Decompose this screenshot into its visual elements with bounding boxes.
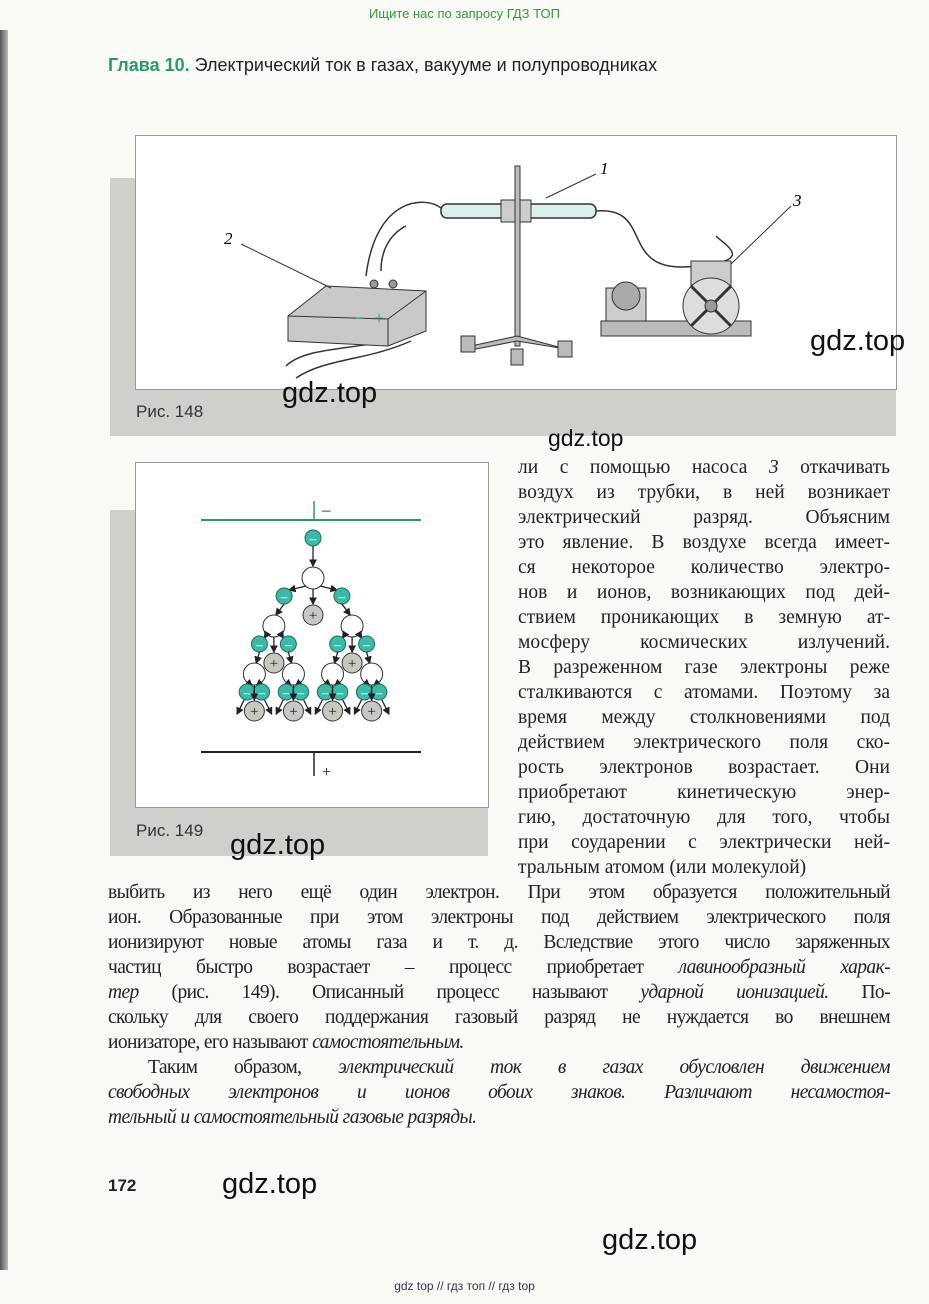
text-segment: (рис. 149). Описанный процесс называют xyxy=(138,982,641,1003)
emphasized-text: тельный и самостоятельный газовые разряды. xyxy=(108,1107,477,1128)
figure-149 xyxy=(135,462,489,808)
figure-148 xyxy=(135,135,897,390)
electron-sign: – xyxy=(309,532,317,547)
text-line xyxy=(518,605,890,630)
arrow xyxy=(281,634,283,638)
arrow xyxy=(289,586,306,590)
emphasized-text: свободных электронов и ионов обоих знаков. Различают несамостоя- xyxy=(108,1082,890,1103)
vacuum-pump xyxy=(601,261,751,336)
text-segment: время между столкновениями под xyxy=(518,707,890,728)
text-line xyxy=(108,1030,890,1055)
emphasized-text: лавинообразный харак- xyxy=(678,957,890,978)
text-segment: скольку для своего поддержания газовый разряд не нуждается во внешнем xyxy=(108,1007,890,1028)
electron-sign: – xyxy=(360,686,368,701)
text-line xyxy=(518,830,890,855)
battery-minus: – xyxy=(356,309,364,326)
watermark: gdz.top xyxy=(230,829,326,861)
ion-sign: + xyxy=(250,704,259,720)
text-segment: рость электронов возрастает. Они xyxy=(518,757,890,778)
wire-to-pump xyxy=(596,211,732,267)
text-line xyxy=(518,580,890,605)
neutral-atom xyxy=(322,663,344,685)
text-segment: гию, достаточную для того, чтобы xyxy=(518,807,890,828)
arrow xyxy=(354,700,361,714)
electron-sign: – xyxy=(280,590,288,605)
emphasized-text: электрический ток в газах обусловлен движением xyxy=(338,1057,890,1078)
text-line xyxy=(518,855,890,880)
text-line xyxy=(108,905,890,930)
ion-sign: + xyxy=(328,704,337,720)
top-search-link[interactable]: Ищите нас по запросу ГДЗ ТОП xyxy=(369,6,560,21)
text-segment: при соударении с электрически ней- xyxy=(518,832,890,853)
neutral-atom xyxy=(243,663,265,685)
text-line xyxy=(108,880,890,905)
figure-148-caption: Рис. 148 xyxy=(136,402,204,421)
electron-sign: – xyxy=(321,686,329,701)
chapter-title: Электрический ток в газах, вакууме и полупроводниках xyxy=(194,55,658,75)
figure-148-caption-band xyxy=(110,388,896,436)
text-line xyxy=(518,680,890,705)
text-line xyxy=(518,705,890,730)
arrow xyxy=(315,700,322,714)
ion-sign: + xyxy=(367,704,376,720)
ion-sign: + xyxy=(289,704,298,720)
text-line xyxy=(518,505,890,530)
text-segment: выбить из него ещё один электрон. При этом образуется положительный xyxy=(108,882,890,903)
watermark: gdz.top xyxy=(602,1224,698,1256)
neutral-atom xyxy=(263,615,285,637)
page-number: 172 xyxy=(108,1176,137,1195)
text-segment: ствием проникающих в земную ат- xyxy=(518,607,890,628)
electron-sign: – xyxy=(297,686,305,701)
electron-sign: – xyxy=(334,638,342,653)
emphasized-text: 3 xyxy=(768,457,779,478)
arrow xyxy=(320,586,337,590)
arrow xyxy=(264,634,266,638)
arrow xyxy=(359,634,361,638)
arrow xyxy=(276,604,284,615)
text-line xyxy=(518,455,890,480)
text-segment: ся некоторое количество электро- xyxy=(518,557,890,578)
text-segment: ионизируют новые атомы газа и т. д. Вследствие этого число заряженных xyxy=(108,932,890,953)
gas-discharge-apparatus-illustration xyxy=(136,136,896,389)
text-line xyxy=(108,1055,890,1080)
text-line xyxy=(518,755,890,780)
arrow xyxy=(256,652,259,663)
text-line xyxy=(518,655,890,680)
label-2: 2 xyxy=(224,229,233,248)
electron-sign: – xyxy=(255,638,263,653)
text-segment: действием электрического поля ско- xyxy=(518,732,890,753)
emphasized-text: самостоятельным. xyxy=(312,1032,464,1053)
text-line xyxy=(518,630,890,655)
chapter-number: Глава 10. xyxy=(108,55,190,75)
bottom-links[interactable]: gdz top // гдз топ // гдз top xyxy=(394,1279,535,1293)
text-segment: Таким образом, xyxy=(148,1057,339,1078)
text-segment: частиц быстро возрастает – процесс приобретает xyxy=(108,957,679,978)
body-text xyxy=(108,880,890,1130)
arrow xyxy=(343,634,345,638)
text-line xyxy=(518,530,890,555)
text-line xyxy=(108,1105,890,1130)
text-segment: В разреженном газе электроны реже xyxy=(518,657,890,678)
text-segment: мосферу космических излучений. xyxy=(518,632,890,653)
stand xyxy=(461,166,572,365)
text-segment: воздух из трубки, в ней возникает xyxy=(518,482,890,503)
neutral-atom xyxy=(361,663,383,685)
emphasized-text: ударной ионизацией. xyxy=(640,982,829,1003)
text-line xyxy=(108,1080,890,1105)
electron-sign: – xyxy=(258,686,266,701)
text-segment: откачивать xyxy=(778,457,891,478)
text-segment: приобретают кинетическую энер- xyxy=(518,782,890,803)
figure-149-shade xyxy=(110,510,136,856)
ion-sign: + xyxy=(269,656,279,672)
watermark: gdz.top xyxy=(810,325,906,357)
text-segment: электрический разряд. Объясним xyxy=(518,507,890,528)
anode-plus-label: + xyxy=(322,764,332,781)
text-line xyxy=(518,555,890,580)
right-column-text xyxy=(518,455,890,880)
neutral-atom xyxy=(282,663,304,685)
text-line xyxy=(108,955,890,980)
arrow xyxy=(342,604,350,615)
ion-sign: + xyxy=(308,608,318,624)
electron-sign: – xyxy=(338,590,346,605)
wire xyxy=(366,202,441,276)
text-line xyxy=(108,1005,890,1030)
ionization-avalanche-diagram xyxy=(136,463,488,807)
text-segment: ион. Образованные при этом электроны под действием электрического поля xyxy=(108,907,890,928)
arrow xyxy=(343,700,350,714)
electron-sign: – xyxy=(284,638,292,653)
page-edge-shadow xyxy=(0,30,8,1270)
electron-sign: – xyxy=(243,686,251,701)
label-1: 1 xyxy=(600,159,609,178)
text-line xyxy=(108,930,890,955)
arrow xyxy=(335,652,338,663)
text-segment: По- xyxy=(828,982,890,1003)
arrow xyxy=(382,700,389,714)
watermark: gdz.top xyxy=(222,1168,318,1200)
electron-sign: – xyxy=(375,686,383,701)
arrow xyxy=(237,700,244,714)
text-segment: нов и ионов, возникающих под дей- xyxy=(518,582,890,603)
watermark: gdz.top xyxy=(282,377,378,409)
text-segment: ли с помощью насоса xyxy=(518,457,769,478)
arrow xyxy=(265,700,272,714)
emphasized-text: тер xyxy=(108,982,139,1003)
ion-sign: + xyxy=(347,656,357,672)
neutral-atom xyxy=(341,615,363,637)
battery-plus: + xyxy=(374,308,385,328)
figure-149-caption: Рис. 149 xyxy=(136,821,204,840)
label-3: 3 xyxy=(793,191,802,210)
text-segment: это явление. В воздухе всегда имеет- xyxy=(518,532,890,553)
text-line xyxy=(108,980,890,1005)
text-line xyxy=(518,805,890,830)
electron-sign: – xyxy=(336,686,344,701)
arrow xyxy=(276,700,283,714)
text-segment: тральным атомом (или молекулой) xyxy=(518,857,807,878)
arrow xyxy=(288,652,291,663)
arrow xyxy=(367,652,370,663)
watermark: gdz.top xyxy=(548,425,624,451)
arrow xyxy=(304,700,311,714)
text-line xyxy=(518,480,890,505)
cathode-minus-label: – xyxy=(322,500,331,519)
electron-sign: – xyxy=(363,638,371,653)
chapter-header xyxy=(108,55,657,76)
electron-sign: – xyxy=(282,686,290,701)
text-line xyxy=(518,780,890,805)
text-line xyxy=(518,730,890,755)
text-segment: ионизаторе, его называют xyxy=(108,1032,313,1053)
text-segment: сталкиваются с атомами. Поэтому за xyxy=(518,682,890,703)
